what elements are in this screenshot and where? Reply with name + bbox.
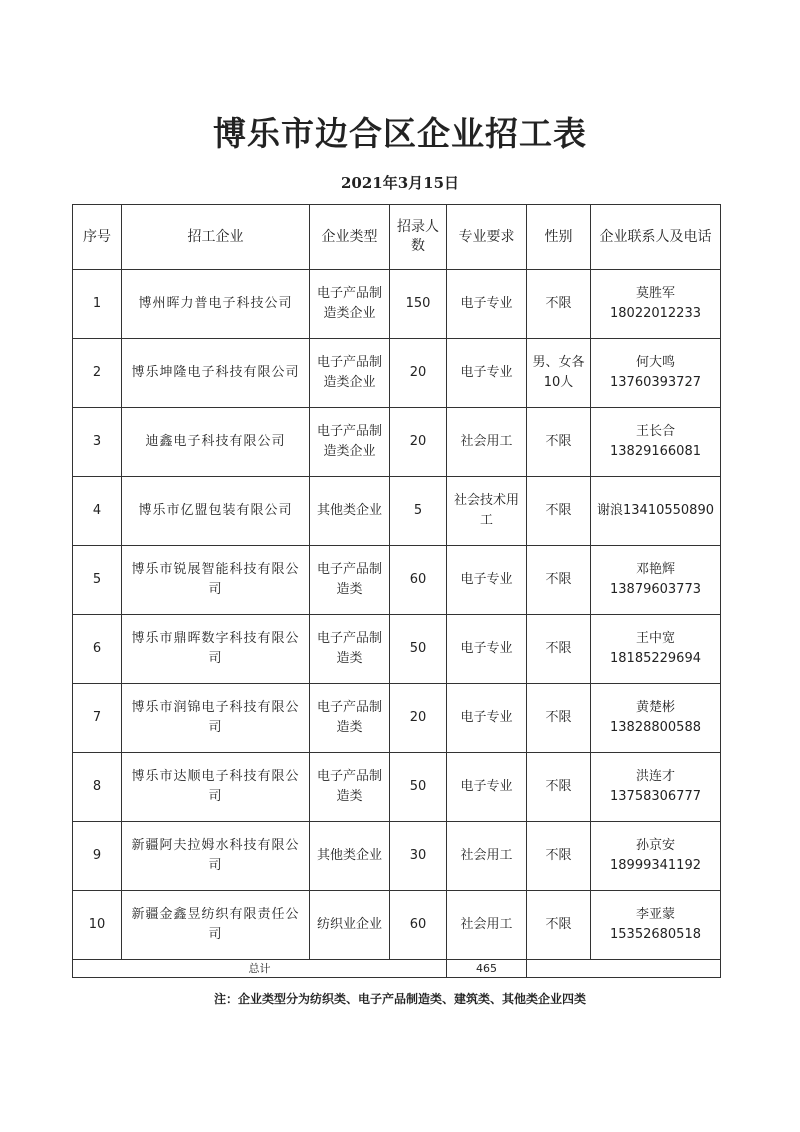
cell-major: 电子专业 (447, 753, 527, 822)
cell-company: 博乐市鼎晖数字科技有限公司 (122, 615, 310, 684)
contact-name: 莫胜军 (635, 286, 675, 301)
total-row (73, 960, 721, 978)
table-row (73, 339, 721, 408)
cell-count: 30 (390, 822, 447, 891)
cell-type: 电子产品制造类 (310, 684, 390, 753)
cell-gender: 不限 (527, 891, 591, 960)
header-company: 招工企业 (122, 205, 310, 270)
cell-no: 2 (73, 339, 122, 408)
table-row (73, 891, 721, 960)
contact-name: 邓艳辉 (635, 562, 675, 577)
table-row (73, 684, 721, 753)
contact-name: 孙京安 (635, 838, 675, 853)
cell-gender: 男、女各10人 (527, 339, 591, 408)
table-row (73, 822, 721, 891)
cell-type: 电子产品制造类 (310, 546, 390, 615)
cell-contact (591, 339, 721, 408)
cell-type: 电子产品制造类企业 (310, 339, 390, 408)
cell-type: 其他类企业 (310, 822, 390, 891)
cell-gender: 不限 (527, 753, 591, 822)
footnote: 注：企业类型分为纺织类、电子产品制造类、建筑类、其他类企业四类 (213, 992, 586, 1006)
cell-major: 电子专业 (447, 615, 527, 684)
cell-gender: 不限 (527, 822, 591, 891)
cell-company: 博乐市锐展智能科技有限公司 (122, 546, 310, 615)
cell-count: 5 (390, 477, 447, 546)
cell-count: 20 (390, 684, 447, 753)
header-count: 招录人数 (390, 205, 447, 270)
cell-company: 博乐市亿盟包装有限公司 (122, 477, 310, 546)
cell-count: 60 (390, 891, 447, 960)
contact-name: 黄楚彬 (635, 700, 675, 715)
cell-major: 社会技术用工 (447, 477, 527, 546)
contact-name: 李亚蒙 (635, 907, 675, 922)
cell-contact (591, 615, 721, 684)
cell-count: 50 (390, 753, 447, 822)
contact-phone: 15352680518 (610, 927, 701, 942)
cell-type: 纺织业企业 (310, 891, 390, 960)
cell-major: 社会用工 (447, 408, 527, 477)
cell-major: 电子专业 (447, 546, 527, 615)
contact-phone: 18999341192 (610, 858, 701, 873)
table-header-row (73, 205, 721, 270)
cell-type: 电子产品制造类企业 (310, 408, 390, 477)
cell-contact (591, 477, 721, 546)
cell-contact (591, 822, 721, 891)
cell-count: 20 (390, 408, 447, 477)
cell-major: 电子专业 (447, 684, 527, 753)
cell-count: 60 (390, 546, 447, 615)
contact-name: 洪连才 (635, 769, 675, 784)
total-label: 总计 (73, 960, 447, 978)
cell-type: 电子产品制造类企业 (310, 270, 390, 339)
total-empty (527, 960, 721, 978)
document-date: 2021年3月15日 (340, 174, 460, 192)
header-major: 专业要求 (447, 205, 527, 270)
table-row (73, 270, 721, 339)
cell-type: 其他类企业 (310, 477, 390, 546)
cell-no: 3 (73, 408, 122, 477)
cell-count: 20 (390, 339, 447, 408)
contact-phone: 13828800588 (610, 720, 701, 735)
cell-major: 社会用工 (447, 822, 527, 891)
cell-count: 150 (390, 270, 447, 339)
cell-major: 电子专业 (447, 339, 527, 408)
cell-no: 10 (73, 891, 122, 960)
cell-company: 博州晖力普电子科技公司 (122, 270, 310, 339)
table-row (73, 408, 721, 477)
recruitment-table (72, 204, 721, 978)
cell-contact (591, 408, 721, 477)
cell-major: 社会用工 (447, 891, 527, 960)
cell-gender: 不限 (527, 615, 591, 684)
contact-phone: 18022012233 (610, 306, 701, 321)
cell-contact (591, 753, 721, 822)
table-row (73, 477, 721, 546)
cell-no: 9 (73, 822, 122, 891)
total-count: 465 (447, 960, 527, 978)
contact-phone: 18185229694 (610, 651, 701, 666)
cell-contact (591, 891, 721, 960)
cell-company: 博乐市润锦电子科技有限公司 (122, 684, 310, 753)
cell-gender: 不限 (527, 408, 591, 477)
header-contact: 企业联系人及电话 (591, 205, 721, 270)
header-no: 序号 (73, 205, 122, 270)
header-type: 企业类型 (310, 205, 390, 270)
cell-company: 博乐市达顺电子科技有限公司 (122, 753, 310, 822)
table-row (73, 753, 721, 822)
cell-gender: 不限 (527, 684, 591, 753)
cell-gender: 不限 (527, 546, 591, 615)
cell-company: 博乐坤隆电子科技有限公司 (122, 339, 310, 408)
cell-no: 4 (73, 477, 122, 546)
cell-no: 8 (73, 753, 122, 822)
cell-count: 50 (390, 615, 447, 684)
contact-phone: 13879603773 (610, 582, 701, 597)
table-row (73, 615, 721, 684)
contact-name: 王中宽 (635, 631, 675, 646)
cell-type: 电子产品制造类 (310, 753, 390, 822)
cell-company: 新疆阿夫拉姆水科技有限公司 (122, 822, 310, 891)
cell-gender: 不限 (527, 270, 591, 339)
contact-phone: 13829166081 (610, 444, 701, 459)
contact-phone: 13758306777 (610, 789, 701, 804)
contact-name: 王长合 (635, 424, 675, 439)
cell-gender: 不限 (527, 477, 591, 546)
table-row (73, 546, 721, 615)
cell-company: 迪鑫电子科技有限公司 (122, 408, 310, 477)
cell-no: 5 (73, 546, 122, 615)
cell-contact (591, 546, 721, 615)
cell-no: 6 (73, 615, 122, 684)
cell-contact (591, 684, 721, 753)
cell-type: 电子产品制造类 (310, 615, 390, 684)
cell-major: 电子专业 (447, 270, 527, 339)
cell-company: 新疆金鑫昱纺织有限责任公司 (122, 891, 310, 960)
contact-name: 谢浪13410550890 (597, 503, 714, 518)
cell-contact (591, 270, 721, 339)
cell-no: 7 (73, 684, 122, 753)
contact-phone: 13760393727 (610, 375, 701, 390)
cell-no: 1 (73, 270, 122, 339)
contact-name: 何大鸣 (635, 355, 675, 370)
header-gender: 性别 (527, 205, 591, 270)
page-title: 博乐市边合区企业招工表 (213, 114, 587, 153)
